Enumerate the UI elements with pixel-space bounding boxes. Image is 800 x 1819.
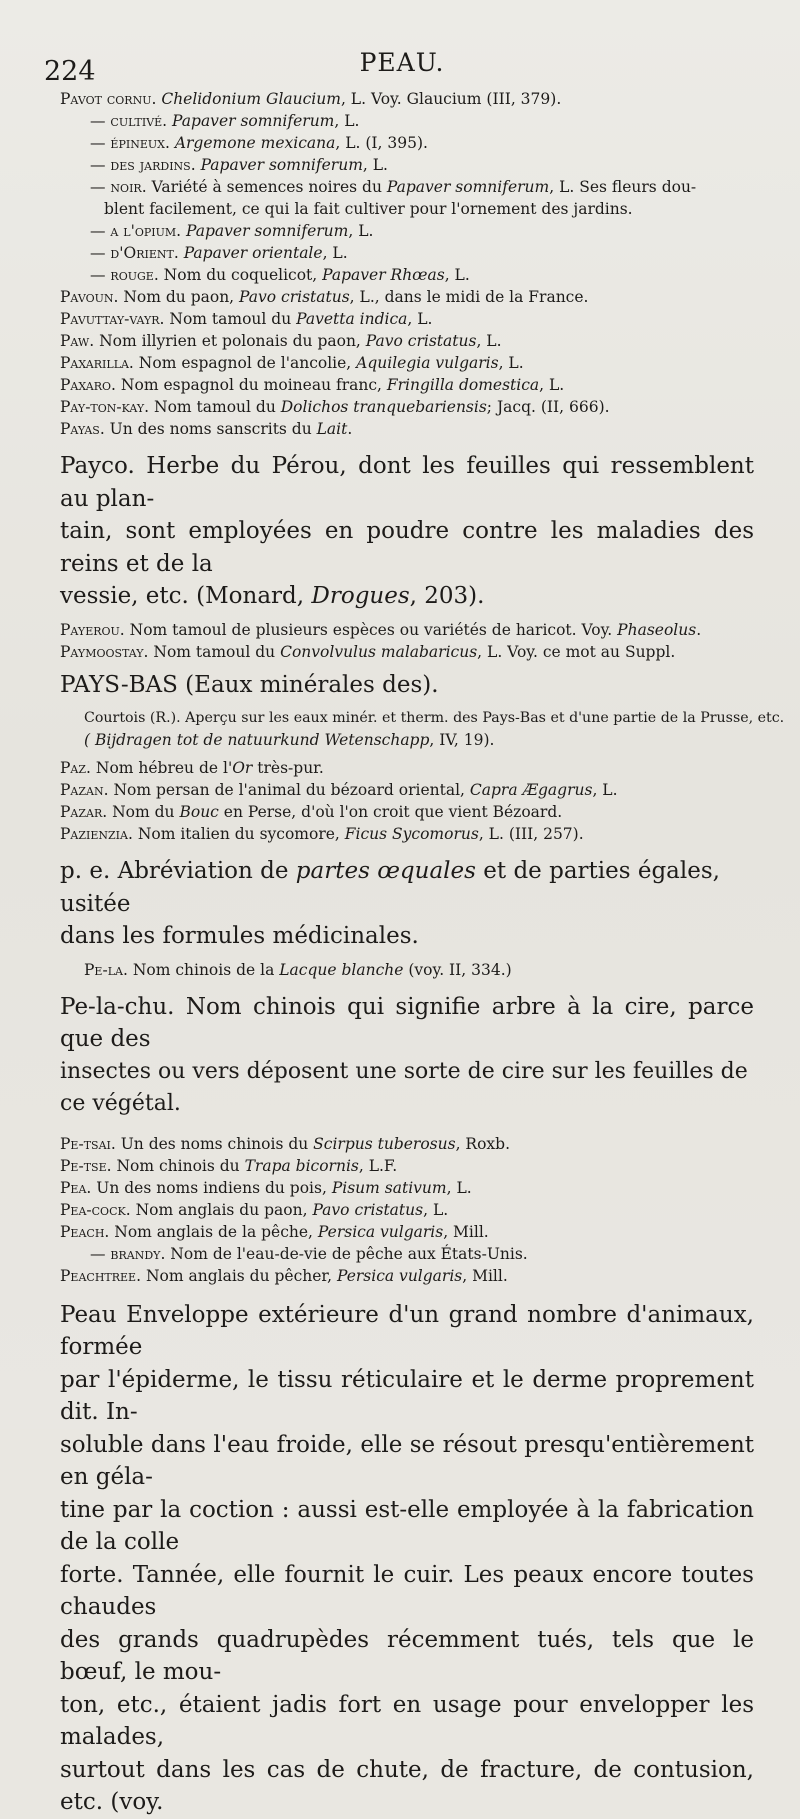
dictionary-entry: Paymoostay. Nom tamoul du Convolvulus malabaricus, L. Voy. ce mot au Suppl. <box>60 642 676 661</box>
dictionary-entry: Pavot cornu. Chelidonium Glaucium, L. Voy. Glaucium (III, 379). <box>60 90 562 108</box>
dictionary-entry: Peach. Nom anglais de la pêche, Persica vulgaris, Mill. <box>60 1222 489 1241</box>
entry-peau <box>60 1299 754 1819</box>
dictionary-entry: Paw. Nom illyrien et polonais du paon, Pavo cristatus, L. <box>60 332 502 350</box>
dictionary-entry: Pea-cock. Nom anglais du paon, Pavo cristatus, L. <box>60 1200 449 1219</box>
dictionary-entry: — épineux. Argemone mexicana, L. (I, 395). <box>90 134 428 152</box>
dictionary-entry: — rouge. Nom du coquelicot, Papaver Rhœas, L. <box>90 266 470 284</box>
pays-bas-title: PAYS-BAS (Eaux minérales des). <box>60 671 439 698</box>
entry-pays-bas: PAYS-BAS (Eaux minérales des). Courtois (R.). Aperçu sur les eaux minér. et therm. des Pays-Bas et d'une partie de la Prusse, etc. ( Bijdragen tot de natuurkund Wetenschapp, IV, 19). <box>60 669 754 752</box>
peau-line: tine par la coction : aussi est-elle employée à la fabrication de la colle <box>60 1496 754 1555</box>
dictionary-entry: blent facilement, ce qui la fait cultiver pour l'ornement des jardins. <box>104 200 633 218</box>
dictionary-entry: — noir. Variété à semences noires du Papaver somniferum, L. Ses fleurs dou- <box>90 178 697 196</box>
dictionary-entry: Payerou. Nom tamoul de plusieurs espèces ou variétés de haricot. Voy. Phaseolus. <box>60 620 702 639</box>
peau-line: des grands quadrupèdes récemment tués, tels que le bœuf, le mou- <box>60 1626 754 1685</box>
peau-line: ton, etc., étaient jadis fort en usage pour envelopper les malades, <box>60 1691 754 1750</box>
dictionary-entry: Peachtree. Nom anglais du pêcher, Persica vulgaris, Mill. <box>60 1266 508 1285</box>
entry-pe: p. e. Abréviation de partes œquales et de parties égales, usitée dans les formules médicinales. <box>60 858 720 949</box>
entries-block-a <box>60 88 754 440</box>
dictionary-entry: Paz. Nom hébreu de l'Or très-pur. <box>60 759 324 777</box>
dictionary-entry: Pe-tsai. Un des noms chinois du Scirpus tuberosus, Roxb. <box>60 1134 511 1153</box>
dictionary-entry: — cultivé. Papaver somniferum, L. <box>90 112 360 130</box>
page-number: 224 <box>44 56 96 87</box>
dictionary-text <box>60 88 785 1819</box>
peau-line: par l'épiderme, le tissu réticulaire et le derme proprement dit. In- <box>60 1366 754 1425</box>
dictionary-entry: Pazan. Nom persan de l'animal du bézoard oriental, Capra Ægagrus, L. <box>60 781 618 799</box>
dictionary-entry: — des jardins. Papaver somniferum, L. <box>90 156 388 174</box>
running-title: PEAU. <box>359 48 445 77</box>
dictionary-entry: — d'Orient. Papaver orientale, L. <box>90 244 348 262</box>
dictionary-entry: Pavoun. Nom du paon, Pavo cristatus, L., dans le midi de la France. <box>60 288 589 306</box>
dictionary-entry: Pe-tse. Nom chinois du Trapa bicornis, L.F. <box>60 1156 398 1175</box>
peau-line: surtout dans les cas de chute, de fracture, de contusion, etc. (voy. <box>60 1756 754 1815</box>
dictionary-entry: Pea. Un des noms indiens du pois, Pisum sativum, L. <box>60 1178 472 1197</box>
peau-line: Peau Enveloppe extérieure d'un grand nombre d'animaux, formée <box>60 1301 754 1360</box>
dictionary-entry: Pazienzia. Nom italien du sycomore, Ficus Sycomorus, L. (III, 257). <box>60 825 584 843</box>
peau-line: forte. Tannée, elle fournit le cuir. Les peaux encore toutes chaudes <box>60 1561 754 1620</box>
dictionary-entry: Pazar. Nom du Bouc en Perse, d'où l'on croit que vient Bézoard. <box>60 803 563 821</box>
dictionary-entry: Payas. Un des noms sanscrits du Lait. <box>60 420 353 438</box>
peau-line: soluble dans l'eau froide, elle se résout presqu'entièrement en géla- <box>60 1431 754 1490</box>
entries-block-d <box>60 1133 754 1287</box>
entry-pe-la-chu: Pe-la-chu. Nom chinois qui signifie arbre à la cire, parce que des insectes ou vers déposent une sorte de cire sur les feuilles de ce végétal. <box>60 993 754 1116</box>
dictionary-entry: Pay-ton-kay. Nom tamoul du Dolichos tranquebariensis; Jacq. (II, 666). <box>60 398 610 416</box>
entry-payco: Payco. Herbe du Pérou, dont les feuilles qui ressemblent au plan- tain, sont employées en poudre contre les maladies des reins et de la vessie, etc. (Monard, Drogues, 203). <box>60 453 754 609</box>
entries-block-b <box>60 619 754 663</box>
dictionary-entry: Pavuttay-vayr. Nom tamoul du Pavetta indica, L. <box>60 310 433 328</box>
dictionary-entry: Paxaro. Nom espagnol du moineau franc, Fringilla domestica, L. <box>60 376 565 394</box>
page-header <box>44 48 760 88</box>
dictionary-entry: — brandy. Nom de l'eau-de-vie de pêche aux États-Unis. <box>90 1244 528 1263</box>
entry-pe-la: Pe-la. Nom chinois de la Lacque blanche (voy. II, 334.) <box>84 960 512 979</box>
entries-block-c <box>60 757 754 845</box>
dictionary-entry: Paxarilla. Nom espagnol de l'ancolie, Aquilegia vulgaris, L. <box>60 354 524 372</box>
dictionary-entry: — a l'opium. Papaver somniferum, L. <box>90 222 374 240</box>
